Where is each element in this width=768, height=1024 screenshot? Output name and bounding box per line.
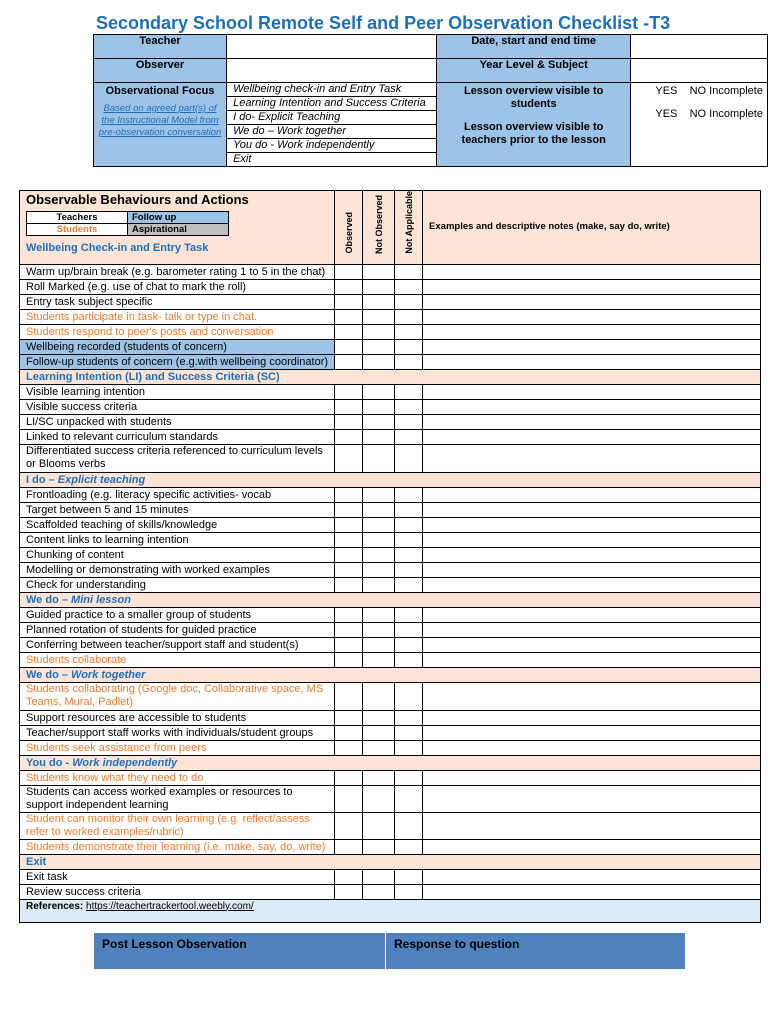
not-observed-cell[interactable] (363, 622, 395, 637)
not-observed-cell[interactable] (363, 279, 395, 294)
table-row (20, 279, 761, 294)
notes-cell[interactable] (423, 869, 761, 884)
row-label: Visible success criteria (20, 399, 335, 414)
notes-cell[interactable] (423, 429, 761, 444)
focus-item[interactable]: Exit (233, 153, 252, 165)
na-cell[interactable] (395, 502, 423, 517)
notes-cell[interactable] (423, 740, 761, 755)
row-label: Students seek assistance from peers (20, 740, 335, 755)
not-observed-cell[interactable] (363, 399, 395, 414)
not-observed-cell[interactable] (363, 517, 395, 532)
year-field[interactable] (631, 59, 768, 83)
page-title: Secondary School Remote Self and Peer Observation Checklist -T3 (96, 13, 671, 33)
post-lesson-bar (94, 933, 685, 969)
observed-cell[interactable] (335, 294, 363, 309)
focus-list-cell (227, 83, 437, 167)
observed-cell[interactable] (335, 869, 363, 884)
table-row (20, 444, 761, 472)
na-cell[interactable] (395, 279, 423, 294)
row-label: Wellbeing recorded (students of concern) (20, 339, 335, 354)
section-row (20, 854, 761, 869)
row-label: Students participate in task- talk or type in chat. (20, 309, 335, 324)
yes-no-students[interactable]: YES NO Incomplete (655, 85, 763, 97)
notes-cell[interactable] (423, 517, 761, 532)
notes-cell[interactable] (423, 785, 761, 812)
row-label: Students can access worked examples or resources to support independent learning (20, 785, 335, 812)
na-cell[interactable] (395, 384, 423, 399)
observed-cell[interactable] (335, 622, 363, 637)
table-row (20, 710, 761, 725)
table-row (20, 839, 761, 854)
row-label: Modelling or demonstrating with worked examples (20, 562, 335, 577)
notes-cell[interactable] (423, 607, 761, 622)
table-row (20, 532, 761, 547)
section-we-do-mini: We do – Mini lesson (20, 592, 761, 607)
row-label: Differentiated success criteria referenced to curriculum levels or Blooms verbs (20, 444, 335, 472)
teacher-field[interactable] (227, 35, 437, 59)
not-observed-cell[interactable] (363, 577, 395, 592)
na-cell[interactable] (395, 517, 423, 532)
not-observed-cell[interactable] (363, 785, 395, 812)
row-label: LI/SC unpacked with students (20, 414, 335, 429)
na-cell[interactable] (395, 532, 423, 547)
not-observed-cell[interactable] (363, 637, 395, 652)
na-cell[interactable] (395, 637, 423, 652)
observed-cell[interactable] (335, 414, 363, 429)
row-label: Content links to learning intention (20, 532, 335, 547)
notes-cell[interactable] (423, 309, 761, 324)
observed-cell[interactable] (335, 384, 363, 399)
observed-cell[interactable] (335, 399, 363, 414)
table-row (20, 502, 761, 517)
row-label: Students know what they need to do (20, 770, 335, 785)
na-cell[interactable] (395, 682, 423, 710)
response-label: Response to question (385, 933, 685, 969)
section-exit: Exit (20, 854, 761, 869)
na-cell[interactable] (395, 309, 423, 324)
focus-item[interactable]: Wellbeing check-in and Entry Task (227, 83, 436, 97)
not-observed-cell[interactable] (363, 562, 395, 577)
na-cell[interactable] (395, 294, 423, 309)
references-cell (20, 899, 761, 922)
table-row (20, 429, 761, 444)
not-observed-cell[interactable] (363, 324, 395, 339)
observed-cell[interactable] (335, 577, 363, 592)
observed-cell[interactable] (335, 637, 363, 652)
table-row (20, 607, 761, 622)
not-observed-cell[interactable] (363, 354, 395, 369)
row-label: Teacher/support staff works with individuals/student groups (20, 725, 335, 740)
observed-cell[interactable] (335, 532, 363, 547)
table-row (20, 354, 761, 369)
notes-cell[interactable] (423, 339, 761, 354)
na-cell[interactable] (395, 607, 423, 622)
row-label: Visible learning intention (20, 384, 335, 399)
table-row (20, 869, 761, 884)
na-cell[interactable] (395, 622, 423, 637)
table-row (20, 264, 761, 279)
row-label: Students respond to peer's posts and conversation (20, 324, 335, 339)
table-row (20, 622, 761, 637)
legend-students: Students (27, 224, 128, 236)
observed-cell[interactable] (335, 339, 363, 354)
notes-cell[interactable] (423, 682, 761, 710)
observed-cell[interactable] (335, 740, 363, 755)
section-you-do: You do - Work independently (20, 755, 761, 770)
observed-cell[interactable] (335, 487, 363, 502)
section-row (20, 667, 761, 682)
observed-cell[interactable] (335, 517, 363, 532)
observed-cell[interactable] (335, 710, 363, 725)
heading-cell (20, 191, 335, 265)
not-observed-cell[interactable] (363, 414, 395, 429)
notes-cell[interactable] (423, 294, 761, 309)
not-observed-cell[interactable] (363, 294, 395, 309)
table-row (20, 725, 761, 740)
checklist-table (19, 190, 761, 923)
table-row (20, 414, 761, 429)
legend-teachers: Teachers (27, 212, 128, 224)
notes-cell[interactable] (423, 399, 761, 414)
notes-cell[interactable] (423, 502, 761, 517)
notes-cell[interactable] (423, 384, 761, 399)
overview-answer-cell (631, 83, 768, 167)
na-cell[interactable] (395, 839, 423, 854)
table-row (20, 812, 761, 839)
focus-item[interactable]: We do – Work together (227, 125, 436, 139)
row-label: Support resources are accessible to students (20, 710, 335, 725)
observed-cell[interactable] (335, 839, 363, 854)
observed-cell[interactable] (335, 812, 363, 839)
observed-cell[interactable] (335, 547, 363, 562)
not-observed-cell[interactable] (363, 309, 395, 324)
date-label: Date, start and end time (436, 35, 630, 59)
table-row (20, 384, 761, 399)
table-row (20, 577, 761, 592)
table-row (20, 547, 761, 562)
table-row (20, 517, 761, 532)
notes-cell[interactable] (423, 839, 761, 854)
na-cell[interactable] (395, 725, 423, 740)
table-row (20, 637, 761, 652)
not-observed-cell[interactable] (363, 652, 395, 667)
na-cell[interactable] (395, 710, 423, 725)
focus-label-cell (94, 83, 227, 167)
na-cell[interactable] (395, 429, 423, 444)
not-observed-cell[interactable] (363, 725, 395, 740)
not-observed-cell[interactable] (363, 607, 395, 622)
not-observed-cell[interactable] (363, 502, 395, 517)
observed-cell[interactable] (335, 785, 363, 812)
na-cell[interactable] (395, 444, 423, 472)
notes-cell[interactable] (423, 637, 761, 652)
row-label: Entry task subject specific (20, 294, 335, 309)
section-i-do: I do – Explicit teaching (20, 472, 761, 487)
notes-cell[interactable] (423, 710, 761, 725)
post-lesson-label: Post Lesson Observation (94, 933, 385, 969)
observed-cell[interactable] (335, 309, 363, 324)
na-cell[interactable] (395, 785, 423, 812)
yes-no-teachers[interactable]: YES NO Incomplete (655, 108, 763, 120)
row-label: Guided practice to a smaller group of students (20, 607, 335, 622)
observed-cell[interactable] (335, 652, 363, 667)
row-label: Exit task (20, 869, 335, 884)
notes-cell[interactable] (423, 264, 761, 279)
observer-field[interactable] (227, 59, 437, 83)
observed-cell[interactable] (335, 444, 363, 472)
observed-cell[interactable] (335, 354, 363, 369)
notes-cell[interactable] (423, 547, 761, 562)
legend-follow-up: Follow up (128, 212, 229, 224)
not-observed-cell[interactable] (363, 740, 395, 755)
legend (26, 211, 229, 236)
observed-cell[interactable] (335, 429, 363, 444)
na-cell[interactable] (395, 354, 423, 369)
na-cell[interactable] (395, 562, 423, 577)
not-observed-cell[interactable] (363, 384, 395, 399)
table-row (20, 562, 761, 577)
date-field[interactable] (631, 35, 768, 59)
section-wellbeing: Wellbeing Check-in and Entry Task (26, 242, 209, 254)
section-row (20, 592, 761, 607)
table-row (20, 324, 761, 339)
observed-cell[interactable] (335, 279, 363, 294)
row-label: Students demonstrate their learning (i.e. make, say, do, write) (20, 839, 335, 854)
observed-cell[interactable] (335, 502, 363, 517)
na-cell[interactable] (395, 869, 423, 884)
na-cell[interactable] (395, 487, 423, 502)
observed-cell[interactable] (335, 770, 363, 785)
table-row (20, 785, 761, 812)
na-cell[interactable] (395, 339, 423, 354)
row-label: Students collaborating (Google doc, Collaborative space, MS Teams, Mural, Padlet) (20, 682, 335, 710)
observed-cell[interactable] (335, 607, 363, 622)
year-label: Year Level & Subject (436, 59, 630, 83)
teacher-label: Teacher (94, 35, 227, 59)
notes-cell[interactable] (423, 324, 761, 339)
overview-cell (436, 83, 630, 167)
not-observed-cell[interactable] (363, 339, 395, 354)
na-cell[interactable] (395, 324, 423, 339)
row-label: Linked to relevant curriculum standards (20, 429, 335, 444)
row-label: Frontloading (e.g. literacy specific activities- vocab (20, 487, 335, 502)
observed-cell[interactable] (335, 264, 363, 279)
row-label: Follow-up students of concern (e.g.with wellbeing coordinator) (20, 354, 335, 369)
row-label: Warm up/brain break (e.g. barometer rating 1 to 5 in the chat) (20, 264, 335, 279)
table-row (20, 399, 761, 414)
na-cell[interactable] (395, 577, 423, 592)
table-row (20, 740, 761, 755)
not-observed-cell[interactable] (363, 884, 395, 899)
na-cell[interactable] (395, 740, 423, 755)
table-row (20, 294, 761, 309)
table-row (20, 309, 761, 324)
notes-cell[interactable] (423, 725, 761, 740)
section-row (20, 369, 761, 384)
references-label: References: (26, 900, 87, 912)
notes-cell[interactable] (423, 652, 761, 667)
notes-cell[interactable] (423, 444, 761, 472)
focus-label: Observational Focus (105, 85, 215, 97)
observed-cell[interactable] (335, 682, 363, 710)
observed-cell[interactable] (335, 562, 363, 577)
table-row (20, 884, 761, 899)
legend-aspirational: Aspirational (128, 224, 229, 236)
not-observed-cell[interactable] (363, 264, 395, 279)
na-cell[interactable] (395, 264, 423, 279)
row-label: Student can monitor their own learning (e.g. reflect/assess refer to worked examples/rubric) (20, 812, 335, 839)
row-label: Target between 5 and 15 minutes (20, 502, 335, 517)
not-observed-cell[interactable] (363, 429, 395, 444)
table-row (20, 770, 761, 785)
not-observed-cell[interactable] (363, 444, 395, 472)
notes-cell[interactable] (423, 562, 761, 577)
row-label: Students collaborate (20, 652, 335, 667)
section-row (20, 755, 761, 770)
na-cell[interactable] (395, 414, 423, 429)
notes-cell[interactable] (423, 622, 761, 637)
focus-item[interactable]: You do - Work independently (227, 139, 436, 153)
col-na-header: Not Applicable (395, 191, 423, 265)
section-li-sc: Learning Intention (LI) and Success Criteria (SC) (20, 369, 761, 384)
na-cell[interactable] (395, 652, 423, 667)
notes-cell[interactable] (423, 812, 761, 839)
table-heading: Observable Behaviours and Actions (26, 192, 249, 207)
section-row (20, 472, 761, 487)
table-row (20, 339, 761, 354)
references-link[interactable]: https://teachertrackertool.weebly.com/ (86, 900, 254, 912)
na-cell[interactable] (395, 547, 423, 562)
not-observed-cell[interactable] (363, 487, 395, 502)
not-observed-cell[interactable] (363, 547, 395, 562)
table-row (20, 652, 761, 667)
na-cell[interactable] (395, 884, 423, 899)
not-observed-cell[interactable] (363, 682, 395, 710)
header-table (93, 34, 768, 167)
notes-cell[interactable] (423, 532, 761, 547)
overview-teachers-label: Lesson overview visible to teachers prior to the lesson (461, 121, 606, 146)
row-label: Roll Marked (e.g. use of chat to mark the roll) (20, 279, 335, 294)
not-observed-cell[interactable] (363, 812, 395, 839)
overview-students-label: Lesson overview visible to students (463, 85, 604, 110)
row-label: Scaffolded teaching of skills/knowledge (20, 517, 335, 532)
notes-cell[interactable] (423, 884, 761, 899)
row-label: Planned rotation of students for guided practice (20, 622, 335, 637)
col-observed-header: Observed (335, 191, 363, 265)
not-observed-cell[interactable] (363, 532, 395, 547)
focus-item[interactable]: Learning Intention and Success Criteria (227, 97, 436, 111)
focus-item[interactable]: I do- Explicit Teaching (227, 111, 436, 125)
na-cell[interactable] (395, 812, 423, 839)
na-cell[interactable] (395, 399, 423, 414)
not-observed-cell[interactable] (363, 839, 395, 854)
focus-note-link[interactable]: Based on agreed part(s) of the Instructional Model from pre-observation conversation (98, 103, 222, 138)
observed-cell[interactable] (335, 324, 363, 339)
row-label: Chunking of content (20, 547, 335, 562)
row-label: Conferring between teacher/support staff and student(s) (20, 637, 335, 652)
row-label: Check for understanding (20, 577, 335, 592)
notes-cell[interactable] (423, 354, 761, 369)
col-notes-header: Examples and descriptive notes (make, say do, write) (423, 191, 761, 265)
na-cell[interactable] (395, 770, 423, 785)
row-label: Review success criteria (20, 884, 335, 899)
not-observed-cell[interactable] (363, 710, 395, 725)
table-row (20, 682, 761, 710)
notes-cell[interactable] (423, 770, 761, 785)
notes-cell[interactable] (423, 414, 761, 429)
notes-cell[interactable] (423, 279, 761, 294)
observer-label: Observer (94, 59, 227, 83)
notes-cell[interactable] (423, 577, 761, 592)
notes-cell[interactable] (423, 487, 761, 502)
col-not-observed-header: Not Observed (363, 191, 395, 265)
not-observed-cell[interactable] (363, 770, 395, 785)
observed-cell[interactable] (335, 725, 363, 740)
observed-cell[interactable] (335, 884, 363, 899)
not-observed-cell[interactable] (363, 869, 395, 884)
table-row (20, 487, 761, 502)
section-we-do-together: We do – Work together (20, 667, 761, 682)
